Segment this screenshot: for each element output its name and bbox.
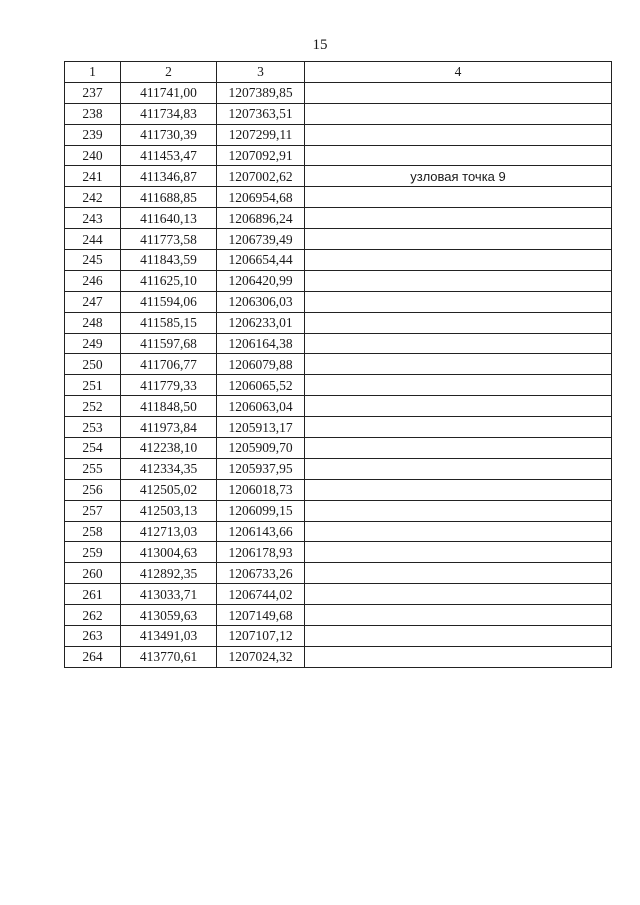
x-coordinate-cell: 412713,03 xyxy=(121,521,217,542)
y-coordinate-cell: 1207149,68 xyxy=(217,605,305,626)
y-coordinate-cell: 1206079,88 xyxy=(217,354,305,375)
y-coordinate-cell: 1206143,66 xyxy=(217,521,305,542)
y-coordinate-cell: 1205913,17 xyxy=(217,417,305,438)
x-coordinate-cell: 411741,00 xyxy=(121,82,217,103)
note-cell xyxy=(305,626,612,647)
x-coordinate-cell: 411730,39 xyxy=(121,124,217,145)
x-coordinate-cell: 411597,68 xyxy=(121,333,217,354)
point-number-cell: 243 xyxy=(65,208,121,229)
note-cell xyxy=(305,479,612,500)
point-number-cell: 258 xyxy=(65,521,121,542)
y-coordinate-cell: 1206099,15 xyxy=(217,500,305,521)
page-number: 15 xyxy=(312,37,328,53)
x-coordinate-cell: 412505,02 xyxy=(121,479,217,500)
x-coordinate-cell: 411453,47 xyxy=(121,145,217,166)
note-cell xyxy=(305,187,612,208)
point-number-cell: 244 xyxy=(65,229,121,250)
table-row xyxy=(65,82,612,103)
table-row xyxy=(65,626,612,647)
y-coordinate-cell: 1206233,01 xyxy=(217,312,305,333)
table-row xyxy=(65,458,612,479)
point-number-cell: 245 xyxy=(65,250,121,271)
point-number-cell: 264 xyxy=(65,646,121,667)
y-coordinate-cell: 1206178,93 xyxy=(217,542,305,563)
x-coordinate-cell: 413770,61 xyxy=(121,646,217,667)
y-coordinate-cell: 1206065,52 xyxy=(217,375,305,396)
note-cell xyxy=(305,82,612,103)
point-number-cell: 263 xyxy=(65,626,121,647)
x-coordinate-cell: 411688,85 xyxy=(121,187,217,208)
table-row xyxy=(65,145,612,166)
table-row xyxy=(65,229,612,250)
table-row xyxy=(65,291,612,312)
table-row xyxy=(65,270,612,291)
x-coordinate-cell: 411773,58 xyxy=(121,229,217,250)
x-coordinate-cell: 413059,63 xyxy=(121,605,217,626)
table-row xyxy=(65,333,612,354)
x-coordinate-cell: 411640,13 xyxy=(121,208,217,229)
point-number-cell: 261 xyxy=(65,584,121,605)
point-number-cell: 262 xyxy=(65,605,121,626)
note-cell xyxy=(305,396,612,417)
y-coordinate-cell: 1206018,73 xyxy=(217,479,305,500)
note-cell xyxy=(305,250,612,271)
point-number-cell: 239 xyxy=(65,124,121,145)
note-cell xyxy=(305,354,612,375)
note-cell xyxy=(305,542,612,563)
point-number-cell: 251 xyxy=(65,375,121,396)
note-cell xyxy=(305,229,612,250)
note-cell xyxy=(305,145,612,166)
note-cell xyxy=(305,312,612,333)
y-coordinate-cell: 1207363,51 xyxy=(217,103,305,124)
column-header-1: 1 xyxy=(65,62,121,83)
x-coordinate-cell: 411973,84 xyxy=(121,417,217,438)
y-coordinate-cell: 1206954,68 xyxy=(217,187,305,208)
point-number-cell: 260 xyxy=(65,563,121,584)
y-coordinate-cell: 1206306,03 xyxy=(217,291,305,312)
point-number-cell: 259 xyxy=(65,542,121,563)
y-coordinate-cell: 1206896,24 xyxy=(217,208,305,229)
table-row xyxy=(65,312,612,333)
y-coordinate-cell: 1205909,70 xyxy=(217,438,305,459)
table-row xyxy=(65,605,612,626)
x-coordinate-cell: 411585,15 xyxy=(121,312,217,333)
note-cell xyxy=(305,521,612,542)
y-coordinate-cell: 1206654,44 xyxy=(217,250,305,271)
table-row xyxy=(65,354,612,375)
x-coordinate-cell: 412892,35 xyxy=(121,563,217,584)
x-coordinate-cell: 411843,59 xyxy=(121,250,217,271)
x-coordinate-cell: 411779,33 xyxy=(121,375,217,396)
x-coordinate-cell: 411734,83 xyxy=(121,103,217,124)
x-coordinate-cell: 411848,50 xyxy=(121,396,217,417)
column-header-3: 3 xyxy=(217,62,305,83)
point-number-cell: 252 xyxy=(65,396,121,417)
note-cell xyxy=(305,500,612,521)
point-number-cell: 257 xyxy=(65,500,121,521)
point-number-cell: 247 xyxy=(65,291,121,312)
point-number-cell: 241 xyxy=(65,166,121,187)
point-number-cell: 240 xyxy=(65,145,121,166)
y-coordinate-cell: 1207107,12 xyxy=(217,626,305,647)
y-coordinate-cell: 1206063,04 xyxy=(217,396,305,417)
table-row xyxy=(65,166,612,187)
y-coordinate-cell: 1207092,91 xyxy=(217,145,305,166)
y-coordinate-cell: 1206164,38 xyxy=(217,333,305,354)
table-body xyxy=(65,82,612,667)
note-cell xyxy=(305,417,612,438)
x-coordinate-cell: 412334,35 xyxy=(121,458,217,479)
coordinates-table xyxy=(64,61,612,668)
table-row xyxy=(65,250,612,271)
table-row xyxy=(65,500,612,521)
note-cell xyxy=(305,605,612,626)
table-row xyxy=(65,103,612,124)
x-coordinate-cell: 413004,63 xyxy=(121,542,217,563)
y-coordinate-cell: 1206739,49 xyxy=(217,229,305,250)
point-number-cell: 250 xyxy=(65,354,121,375)
table-row xyxy=(65,479,612,500)
note-cell xyxy=(305,291,612,312)
note-cell xyxy=(305,124,612,145)
column-header-4: 4 xyxy=(305,62,612,83)
point-number-cell: 254 xyxy=(65,438,121,459)
y-coordinate-cell: 1207299,11 xyxy=(217,124,305,145)
x-coordinate-cell: 412238,10 xyxy=(121,438,217,459)
note-cell xyxy=(305,438,612,459)
note-cell xyxy=(305,375,612,396)
table-row xyxy=(65,187,612,208)
table-row xyxy=(65,438,612,459)
point-number-cell: 246 xyxy=(65,270,121,291)
x-coordinate-cell: 413491,03 xyxy=(121,626,217,647)
table-header-row xyxy=(65,62,612,83)
point-number-cell: 242 xyxy=(65,187,121,208)
note-cell xyxy=(305,584,612,605)
point-number-cell: 253 xyxy=(65,417,121,438)
table-row xyxy=(65,521,612,542)
y-coordinate-cell: 1205937,95 xyxy=(217,458,305,479)
table-row xyxy=(65,542,612,563)
y-coordinate-cell: 1206733,26 xyxy=(217,563,305,584)
point-number-cell: 256 xyxy=(65,479,121,500)
point-number-cell: 237 xyxy=(65,82,121,103)
x-coordinate-cell: 411346,87 xyxy=(121,166,217,187)
table-row xyxy=(65,563,612,584)
table-row xyxy=(65,646,612,667)
note-cell xyxy=(305,333,612,354)
note-cell xyxy=(305,458,612,479)
table-row xyxy=(65,584,612,605)
y-coordinate-cell: 1206744,02 xyxy=(217,584,305,605)
table-row xyxy=(65,375,612,396)
note-cell xyxy=(305,563,612,584)
note-cell xyxy=(305,270,612,291)
y-coordinate-cell: 1207002,62 xyxy=(217,166,305,187)
table-row xyxy=(65,417,612,438)
point-number-cell: 248 xyxy=(65,312,121,333)
x-coordinate-cell: 411706,77 xyxy=(121,354,217,375)
x-coordinate-cell: 411594,06 xyxy=(121,291,217,312)
table-row xyxy=(65,208,612,229)
note-cell xyxy=(305,646,612,667)
column-header-2: 2 xyxy=(121,62,217,83)
x-coordinate-cell: 411625,10 xyxy=(121,270,217,291)
note-cell: узловая точка 9 xyxy=(305,166,612,187)
y-coordinate-cell: 1207389,85 xyxy=(217,82,305,103)
point-number-cell: 249 xyxy=(65,333,121,354)
note-cell xyxy=(305,208,612,229)
x-coordinate-cell: 413033,71 xyxy=(121,584,217,605)
point-number-cell: 238 xyxy=(65,103,121,124)
y-coordinate-cell: 1206420,99 xyxy=(217,270,305,291)
note-cell xyxy=(305,103,612,124)
x-coordinate-cell: 412503,13 xyxy=(121,500,217,521)
table-row xyxy=(65,396,612,417)
table-row xyxy=(65,124,612,145)
y-coordinate-cell: 1207024,32 xyxy=(217,646,305,667)
point-number-cell: 255 xyxy=(65,458,121,479)
